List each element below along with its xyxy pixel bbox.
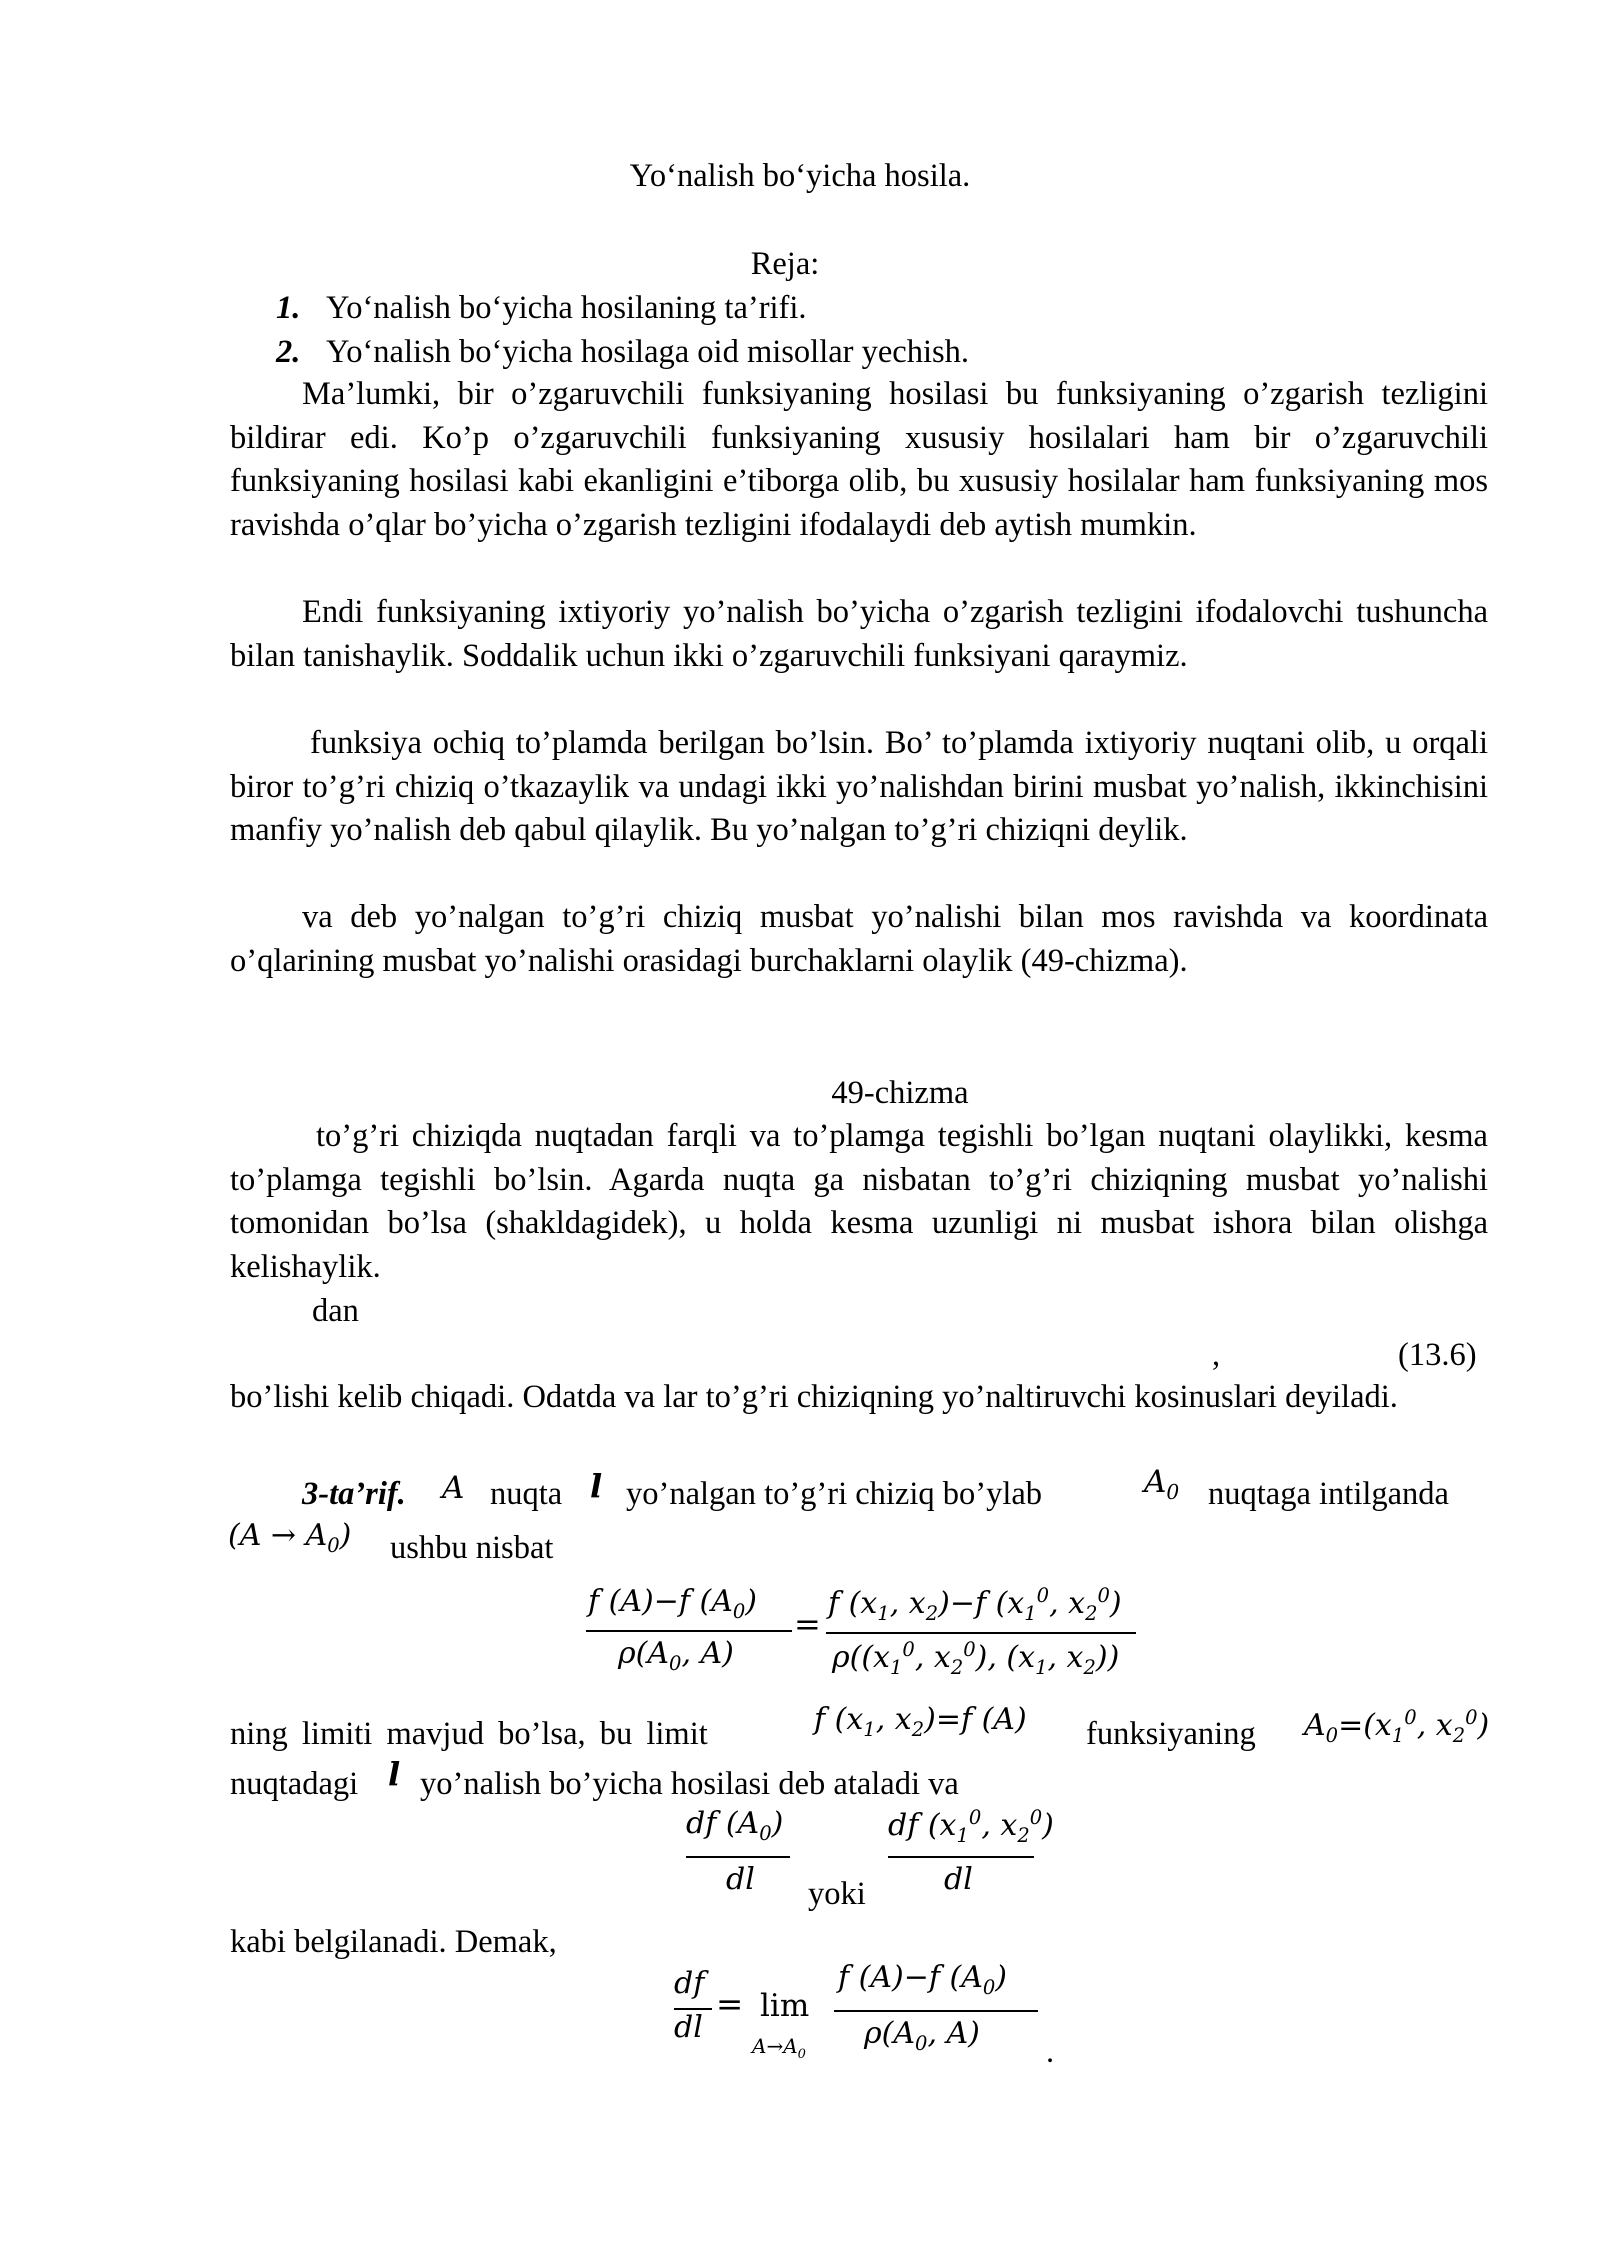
definition-line-2-a: ning limiti mavjud bo’lsa, bu limit — [230, 1716, 708, 1752]
final-derivative-fraction: df dl — [674, 1966, 734, 2066]
notation-fraction-1: df $(A_0)$ dl — [686, 1806, 796, 1906]
equals-sign: = — [794, 1605, 821, 1643]
notation-fraction-2: df ($x_1^0$, $x_2^0$) dl — [888, 1806, 1054, 1897]
final-ratio-fraction: f (A)−f $(A_0)$ $\rho(A_0$, A) — [834, 1960, 1044, 2070]
definition-text-4: ushbu nisbat — [390, 1530, 554, 1566]
math-limit-expression: $(A \to A_0)$ — [228, 1518, 352, 1557]
equation-comma: , — [1212, 1337, 1221, 1373]
plan-item-1-number: 1. — [276, 290, 301, 326]
definition-line-4: kabi belgilanadi. Demak, — [230, 1924, 557, 1960]
definition-text-3: nuqtaga intilganda — [1208, 1476, 1449, 1512]
math-function-expression: f ($x_1$, $x_2)=f$ (A) — [814, 1702, 1027, 1741]
definition-text-1: nuqta — [490, 1476, 563, 1512]
math-line-l: l — [590, 1467, 603, 1505]
equation-number: (13.6) — [1398, 1337, 1477, 1373]
definition-line-3-b: yo’nalish bo’yicha hosilasi deb ataladi va — [420, 1766, 959, 1802]
plan-item-2-number: 2. — [276, 334, 301, 370]
ratio-fraction-2: f ($x_1$, $x_2)-f$ ($x_1^0$, $x_2^0$) $\rho((x_1^0$, $x_2^0$), ($x_1$, $x_2$)) — [826, 1584, 1142, 1694]
definition-text-2: yo’nalgan to’g’ri chiziq bo’ylab — [626, 1476, 1043, 1512]
final-period: . — [1046, 2034, 1055, 2070]
paragraph-1: Ma’lumki, bir o’zgaruvchili funksiyaning hosilasi bu funksiyaning o’zgarish tezligini bildirar edi. Ko’p o’zgaruvchili funksiyaning xususiy hosilalari ham bir o’zgaruvchili funksiyaning hosilasi kabi ekanligini e’tiborga olib, bu xususiy hosilalar ham funksiyaning mos ravishda o’qlar bo’yicha o’zgarish tezligini ifodalaydi deb aytish mumkin. — [230, 376, 1488, 543]
final-equals-sign: = — [716, 1985, 744, 2023]
definition-line-3-a: nuqtadagi — [230, 1766, 359, 1802]
math-point-a: A — [442, 1470, 465, 1506]
lim-operator: lim — [760, 1988, 810, 2024]
ratio-fraction-1: f (A)−f $(A_0)$ $\rho(A_0$, A) — [586, 1584, 796, 1684]
math-point-a0: $A_0$ — [1144, 1464, 1180, 1505]
plan-item-2 — [276, 330, 969, 374]
lim-subscript: $A\to A_0$ — [752, 2034, 806, 2062]
paragraph-5: to’g’ri chiziqda nuqtadan farqli va to’plamga tegishli bo’lgan nuqtani olaylikki, kesma to’plamga tegishli bo’lsin. Agarda nuqta ga nisbatan to’g’ri chiziqning musbat yo’nalishi tomonidan bo’lsa (shakldagidek), u holda kesma uzunligi ni musbat ishora bilan olishga kelishaylik. — [230, 1118, 1488, 1285]
paragraph-4: va deb yo’nalgan to’g’ri chiziq musbat yo’nalishi bilan mos ravishda va koordinata o’qlarining musbat yo’nalishi orasidagi burchaklarni olaylik (49-chizma). — [230, 899, 1488, 979]
paragraph-3: funksiya ochiq to’plamda berilgan bo’lsin. Bo’ to’plamda ixtiyoriy nuqtani olib, u orqali biror to’g’ri chiziq o’tkazaylik va undagi ikki yo’nalishdan birini musbat yo’nalish, ikkinchisini manfiy yo’nalish deb qabul qilaylik. Bu yo’nalgan to’g’ri chiziqni deylik. — [230, 725, 1488, 848]
plan-item-2-text: Yo‘nalish bo‘yicha hosilaga oid misollar yechish. — [326, 334, 970, 370]
plan-heading: Reja: — [750, 246, 820, 282]
paragraph-7: bo’lishi kelib chiqadi. Odatda va lar to’g’ri chiziqning yo’naltiruvchi kosinuslari deyiladi. — [230, 1379, 1398, 1415]
plan-item-1 — [276, 286, 807, 330]
definition-line-2-b: funksiyaning — [1086, 1716, 1256, 1752]
math-line-l-2: l — [388, 1755, 401, 1793]
plan-item-1-text: Yo‘nalish bo‘yicha hosilaning ta’rifi. — [326, 290, 807, 326]
definition-label: 3-ta’rif. — [302, 1476, 406, 1512]
paragraph-2: Endi funksiyaning ixtiyoriy yo’nalish bo’yicha o’zgarish tezligini ifodalovchi tushuncha bilan tanishaylik. Soddalik uchun ikki o’zgaruvchili funksiyani qaraymiz. — [230, 594, 1488, 674]
paragraph-6: dan — [312, 1293, 359, 1329]
math-point-expression: $A_0=(x_1^0$, $x_2^0$) — [1304, 1706, 1490, 1747]
figure-caption: 49-chizma — [831, 1075, 969, 1111]
page-title: Yo‘nalish bo‘yicha hosila. — [629, 158, 971, 194]
yoki-text: yoki — [808, 1876, 866, 1912]
